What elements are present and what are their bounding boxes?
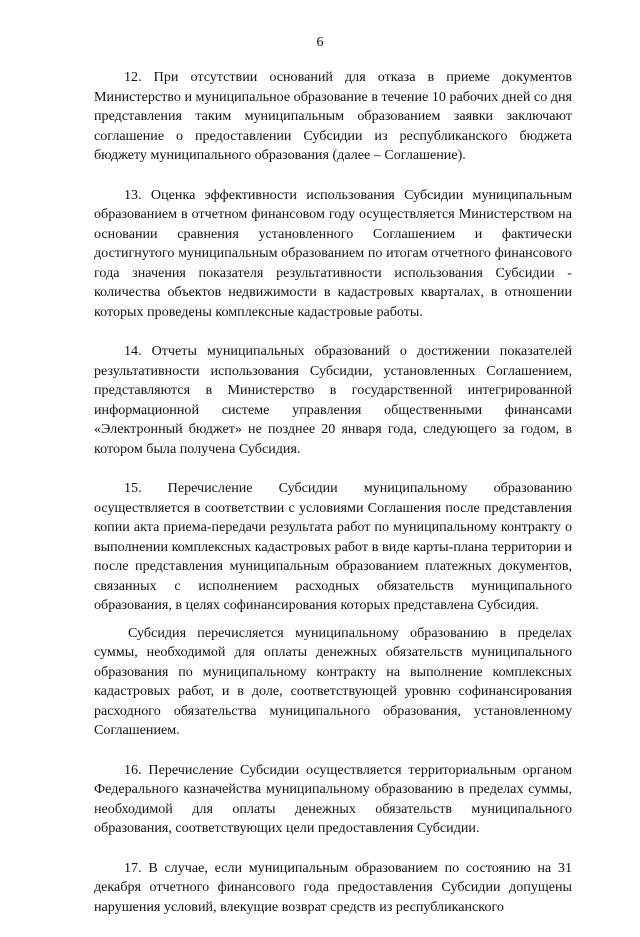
page-number: 6 [316, 35, 324, 50]
paragraph-14: 14. Отчеты муниципальных образований о достижении показателей результативности использования Субсидии, установленных Соглашением, представляются в Министерство в государственной интегрированной информационной системе управления общественными финансами «Электронный бюджет» не позднее 20 января года, следующего за годом, в котором была получена Субсидия. [94, 343, 572, 457]
paragraph-16: 16. Перечисление Субсидии осуществляется территориальным органом Федерального казначейства муниципальному образованию в пределах суммы, необходимой для оплаты денежных обязательств муниципального образования, соответствующих цели предоставления Субсидии. [94, 761, 572, 836]
paragraph-15: 15. Перечисление Субсидии муниципальному образованию осуществляется в соответствии с условиями Соглашения после представления копии акта приема-передачи результата работ по муниципальному контракту о выполнении комплексных кадастровых работ в виде карты-плана территории и после представления муниципальным образованием платежных документов, связанных с исполнением расходных обязательств муниципального образования, в целях софинансирования которых представлена Субсидия. [94, 480, 572, 613]
paragraph-17: 17. В случае, если муниципальным образованием по состоянию на 31 декабря отчетного финансового года предоставления Субсидии допущены нарушения условий, влекущие возврат средств из республиканского [94, 859, 572, 915]
paragraph-13: 13. Оценка эффективности использования Субсидии муниципальным образованием в отчетном финансовом году осуществляется Министерством на основании сравнения установленного Соглашением и фактически достигнутого муниципальным образованием по итогам отчетного финансового года значения показателя результативности использования Субсидии - количества объектов недвижимости в кадастровых кварталах, в отношении которых проведены комплексные кадастровые работы. [94, 186, 572, 320]
paragraph-15-continuation: Субсидия перечисляется муниципальному образованию в пределах суммы, необходимой для оплаты денежных обязательств муниципального образования по муниципальному контракту на выполнение комплексных кадастровых работ, и в доле, соответствующей уровню софинансирования расходного обязательства муниципального образования, установленному Соглашением. [94, 624, 572, 738]
document-body [94, 68, 572, 937]
paragraph-12: 12. При отсутствии оснований для отказа в приеме документов Министерство и муниципальное образование в течение 10 рабочих дней со дня представления таким муниципальным образованием заявки заключают соглашение о предоставлении Субсидии из республиканского бюджета бюджету муниципального образования (далее – Соглашение). [94, 69, 572, 163]
